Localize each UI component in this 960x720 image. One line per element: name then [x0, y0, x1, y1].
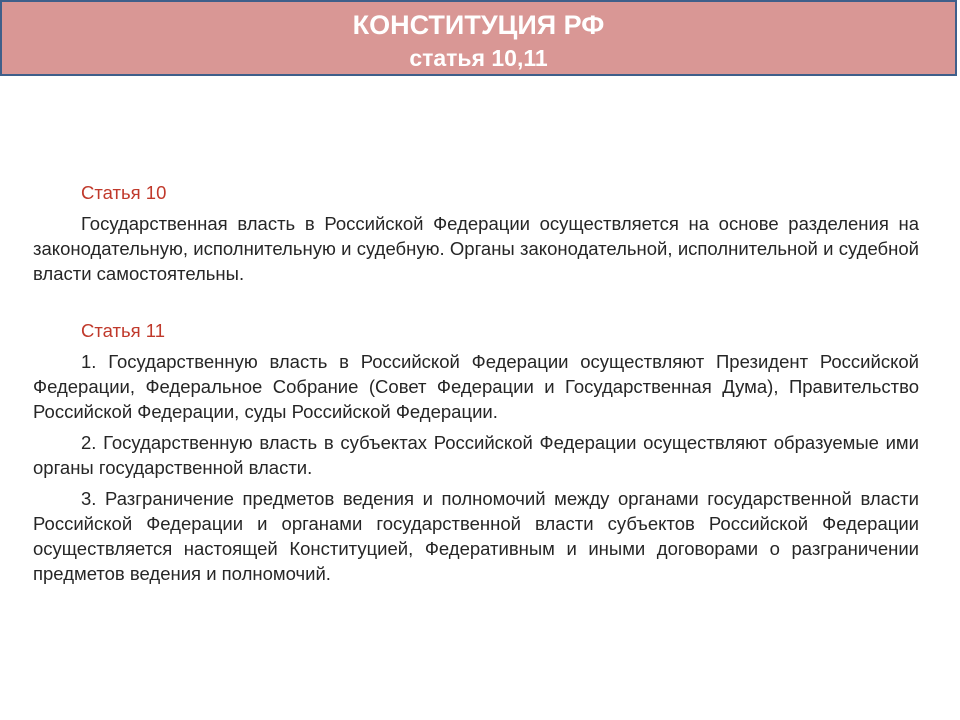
- title-bar: [0, 0, 957, 76]
- article-11-paragraph-3: 3. Разграничение предметов ведения и полномочий между органами государственной власти Российской Федерации и органами государственной власти субъектов Российской Федерации осуществляется настоящей Конституцией, Федеративным и иными договорами о разграничении предметов ведения и полномочий.: [33, 488, 919, 584]
- slide-content: [33, 180, 919, 592]
- article-10-text: Государственная власть в Российской Федерации осуществляется на основе разделения на законодательную, исполнительную и судебную. Органы законодательной, исполнительной и судебной власти самостоятельны.: [33, 213, 919, 284]
- slide-subtitle: статья 10,11: [409, 45, 548, 71]
- article-11-heading: Статья 11: [81, 320, 165, 341]
- section-gap: [33, 292, 919, 318]
- article-10-heading: Статья 10: [81, 182, 167, 203]
- article-11-paragraph-2: 2. Государственную власть в субъектах Российской Федерации осуществляют образуемые ими органы государственной власти.: [33, 432, 919, 478]
- article-11-paragraph-1: 1. Государственную власть в Российской Федерации осуществляют Президент Российской Федерации, Федеральное Собрание (Совет Федерации и Государственная Дума), Правительство Российской Федерации, суды Российской Федерации.: [33, 351, 919, 422]
- slide-title: КОНСТИТУЦИЯ РФ: [352, 10, 605, 40]
